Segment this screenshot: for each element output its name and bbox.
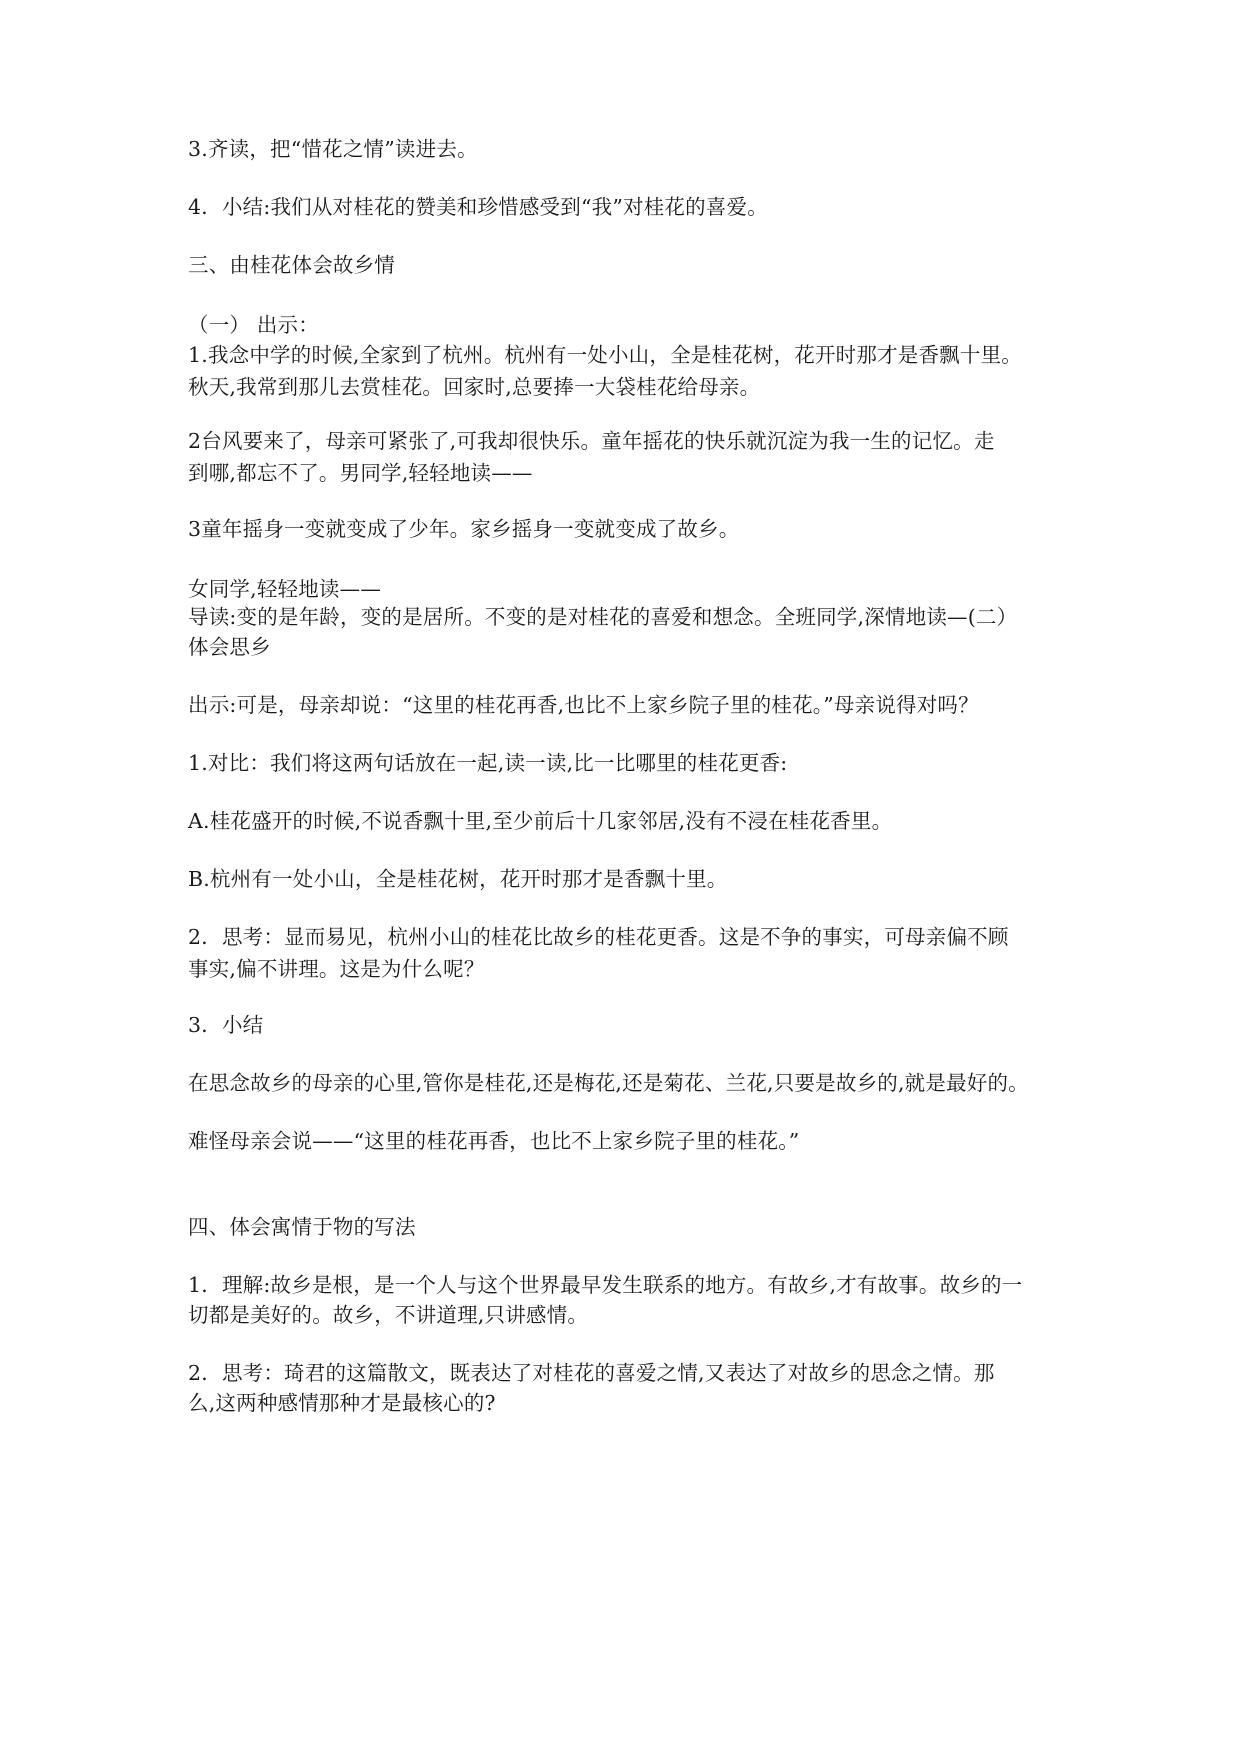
text-line: 3．小结 <box>188 1013 264 1037</box>
text-line: 女同学,轻轻地读—— <box>188 577 382 601</box>
text-line: B.杭州有一处小山，全是桂花树，花开时那才是香飘十里。 <box>188 867 728 891</box>
text-line: 难怪母亲会说——“这里的桂花再香，也比不上家乡院子里的桂花。” <box>188 1129 800 1153</box>
text-line: A.桂花盛开的时候,不说香飘十里,至少前后十几家邻居,没有不浸在桂花香里。 <box>188 809 893 833</box>
text-line: 3.齐读，把“惜花之情”读进去。 <box>188 137 478 161</box>
text-line: 1．理解:故乡是根，是一个人与这个世界最早发生联系的地方。有故乡,才有故事。故乡的一 <box>188 1273 1023 1297</box>
text-line: 3童年摇身一变就变成了少年。家乡摇身一变就变成了故乡。 <box>188 517 740 541</box>
text-line: 秋天,我常到那儿去赏桂花。回家时,总要捧一大袋桂花给母亲。 <box>188 375 761 399</box>
text-line: 导读:变的是年龄，变的是居所。不变的是对桂花的喜爱和想念。全班同学,深情地读—(二） <box>188 605 1018 629</box>
text-line: 事实,偏不讲理。这是为什么呢？ <box>188 957 485 981</box>
text-line: 体会思乡 <box>188 635 271 659</box>
text-line: 切都是美好的。故乡，不讲道理,只讲感情。 <box>188 1303 589 1327</box>
section-heading: 三、由桂花体会故乡情 <box>188 253 395 277</box>
text-line: 么,这两种感情那种才是最核心的? <box>188 1391 496 1415</box>
text-line: 1.对比：我们将这两句话放在一起,读一读,比一比哪里的桂花更香: <box>188 751 788 775</box>
text-line: 2台风要来了，母亲可紧张了,可我却很快乐。童年摇花的快乐就沉淀为我一生的记忆。走 <box>188 429 995 453</box>
text-line: 出示:可是，母亲却说：“这里的桂花再香,也比不上家乡院子里的桂花。”母亲说得对吗？ <box>188 693 979 717</box>
text-line: 2．思考：显而易见，杭州小山的桂花比故乡的桂花更香。这是不争的事实，可母亲偏不顾 <box>188 925 1009 949</box>
text-line: 4．小结:我们从对桂花的赞美和珍惜感受到“我”对桂花的喜爱。 <box>188 195 768 219</box>
text-line: 到哪,都忘不了。男同学,轻轻地读—— <box>188 461 533 485</box>
section-heading: 四、体会寓情于物的写法 <box>188 1215 416 1239</box>
text-line: 2．思考：琦君的这篇散文，既表达了对桂花的喜爱之情,又表达了对故乡的思念之情。那 <box>188 1361 995 1385</box>
text-line: 1.我念中学的时候,全家到了杭州。杭州有一处小山，全是桂花树，花开时那才是香飘十里。 <box>188 343 1022 367</box>
text-line: （一） 出示： <box>188 313 319 337</box>
text-line: 在思念故乡的母亲的心里,管你是桂花,还是梅花,还是菊花、兰花,只要是故乡的,就是最好的。 <box>188 1071 1029 1095</box>
